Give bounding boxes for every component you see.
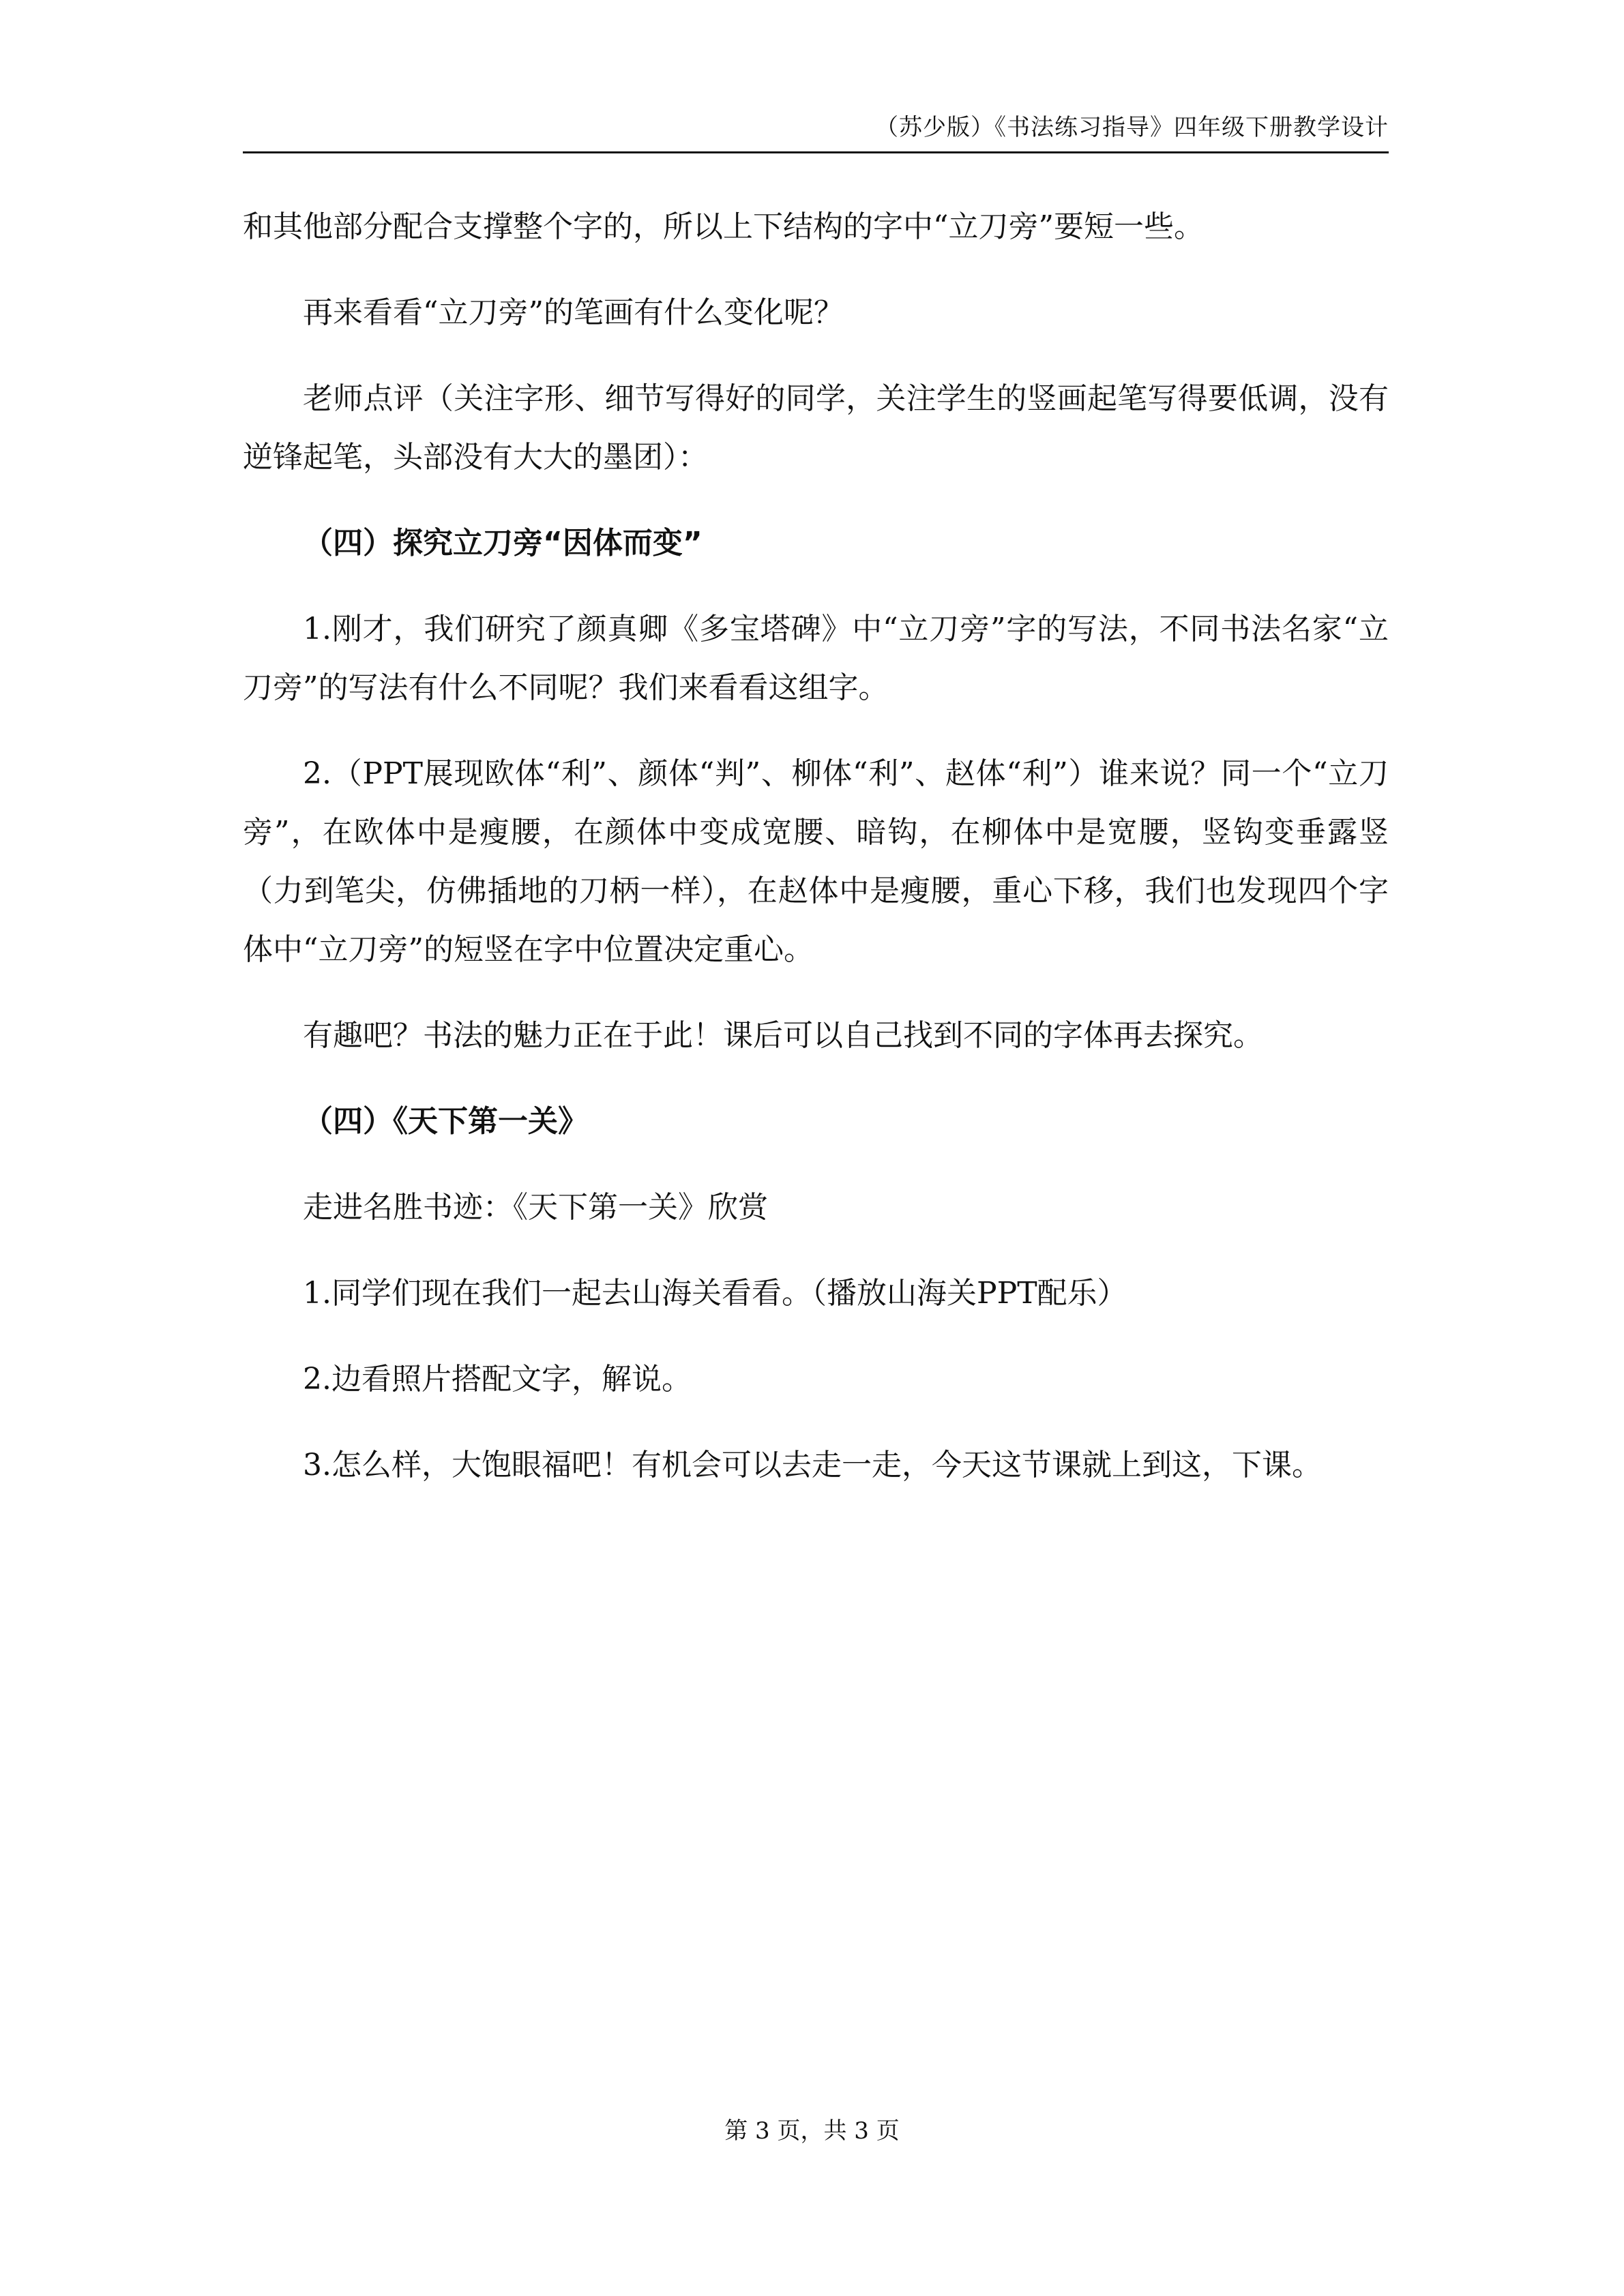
paragraph-10: 1.同学们现在我们一起去山海关看看。（播放山海关PPT配乐）: [303, 1276, 1127, 1311]
section-heading-explore: （四）探究立刀旁“因体而变”: [303, 526, 703, 561]
header-title: （苏少版）《书法练习指导》四年级下册教学设计: [875, 114, 1389, 141]
paragraph-3: 老师点评（关注字形、细节写得好的同学，关注学生的竖画起笔写得要低调，没有逆锋起笔，头部没有大大的墨团）：: [243, 381, 1389, 475]
paragraph-9: 走进名胜书迹：《天下第一关》欣赏: [303, 1190, 768, 1225]
paragraph-2: 再来看看“立刀旁”的笔画有什么变化呢？: [303, 295, 844, 330]
paragraph-11: 2.边看照片搭配文字，解说。: [303, 1362, 692, 1397]
paragraph-1: 和其他部分配合支撑整个字的，所以上下结构的字中“立刀旁”要短一些。: [243, 209, 1204, 244]
paragraph-5: 1.刚才，我们研究了颜真卿《多宝塔碑》中“立刀旁”字的写法，不同书法名家“立刀旁”的写法有什么不同呢？我们来看看这组字。: [243, 612, 1389, 705]
paragraph-6: 2.（PPT展现欧体“利”、颜体“判”、柳体“利”、赵体“利”）谁来说？同一个“立刀旁”，在欧体中是瘦腰，在颜体中变成宽腰、暗钩，在柳体中是宽腰，竖钩变垂露竖（力到笔尖，仿佛插地的刀柄一样），在赵体中是瘦腰，重心下移，我们也发现四个字体中“立刀旁”的短竖在字中位置决定重心。: [243, 756, 1389, 967]
page-number: 第 3 页，共 3 页: [724, 2117, 900, 2145]
paragraph-12: 3.怎么样，大饱眼福吧！有机会可以去走一走，今天这节课就上到这，下课。: [303, 1448, 1322, 1482]
document-body: [243, 198, 1389, 1522]
section-heading-tianxia: （四）《天下第一关》: [303, 1104, 588, 1139]
paragraph-7: 有趣吧？书法的魅力正在于此！课后可以自己找到不同的字体再去探究。: [303, 1018, 1263, 1053]
header-divider: [243, 151, 1389, 153]
page-footer: [0, 2114, 1624, 2148]
